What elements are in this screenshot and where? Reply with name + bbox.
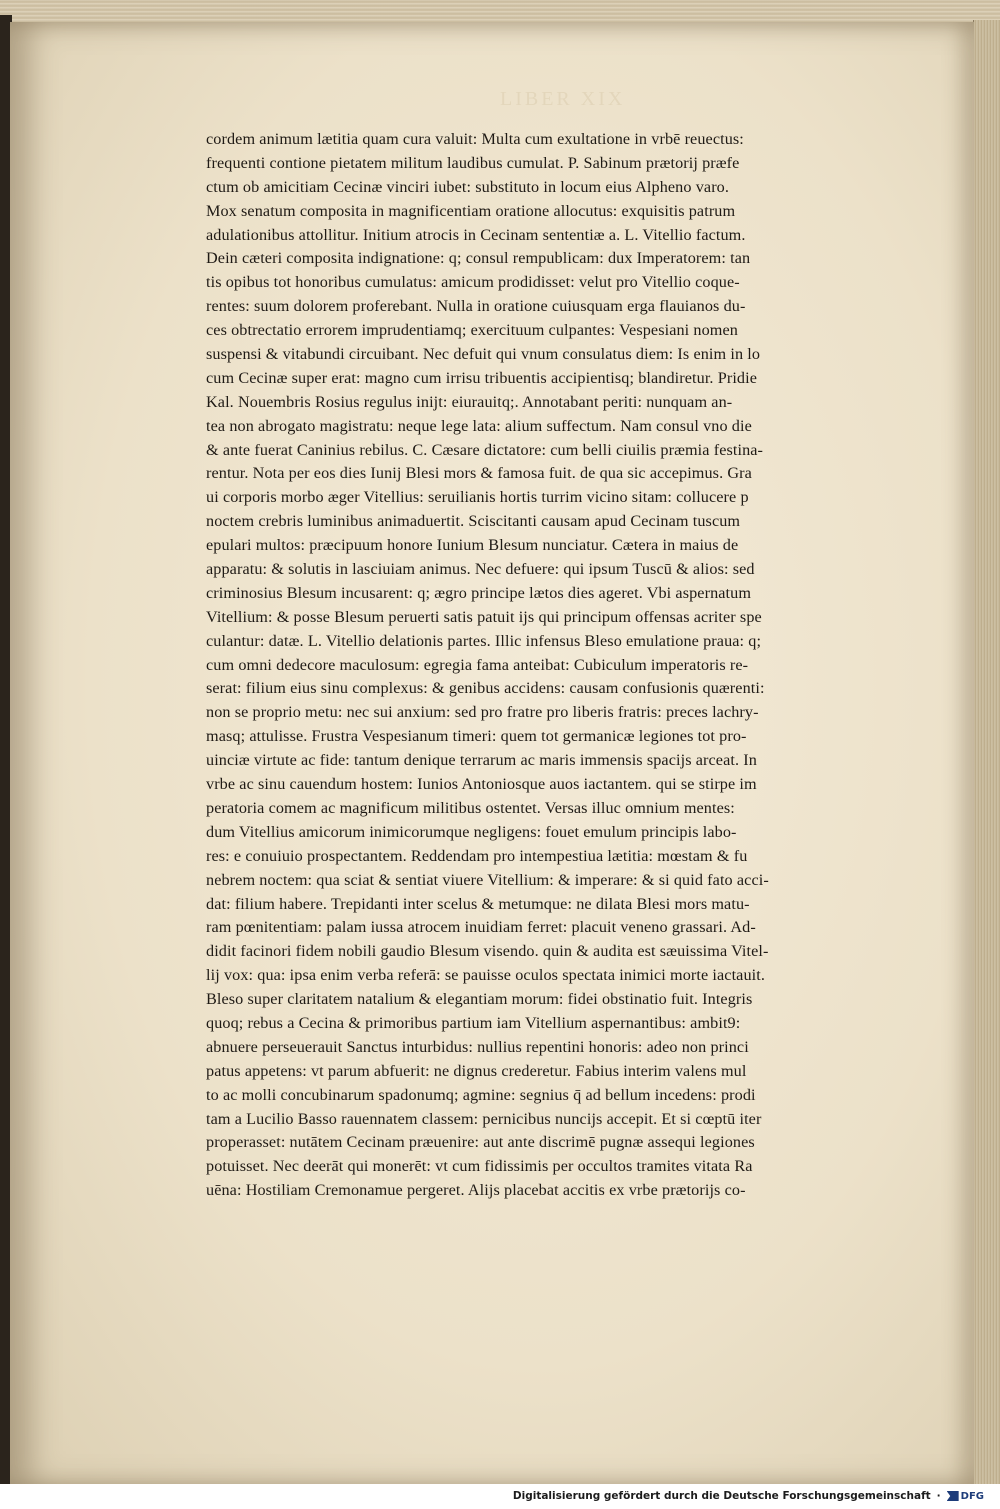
text-line: ram pœnitentiam: palam iussa atrocem inuidiam ferret: placuit veneno grassari. Ad- (206, 918, 756, 937)
text-line: uēna: Hostiliam Cremonamue pergeret. Alijs placebat accitis ex vrbe prætorijs co- (206, 1181, 746, 1200)
text-line: suspensi & vitabundi circuibant. Nec defuit qui vnum consulatus diem: Is enim in lo (206, 345, 761, 364)
text-line: res: e conuiuio prospectantem. Reddendam pro intempestiua lætitia: mœstam & fu (206, 846, 748, 865)
text-line: peratoria comem ac magnificum militibus ostentet. Versas illuc omnium mentes: (206, 798, 735, 817)
text-line: to ac molli concubinarum spadonumq; agmine: segnius q̄ ad bellum incedens: prodi (206, 1085, 756, 1104)
text-line: potuisset. Nec deerāt qui monerēt: vt cum fidissimis per occultos tramites vitata Ra (206, 1157, 753, 1176)
text-line: epulari multos: præcipuum honore Iunium Blesum nunciatur. Cætera in maius de (206, 536, 739, 555)
text-line: serat: filium eius sinu complexus: & genibus accidens: causam confusionis quærenti: (206, 679, 765, 698)
text-line: & ante fuerat Caninius rebilus. C. Cæsare dictatore: cum belli ciuilis præmia festina- (206, 440, 764, 459)
text-line: properasset: nutātem Cecinam præuenire: aut ante discrimē pugnæ assequi legiones (206, 1133, 755, 1152)
text-line: non se proprio metu: nec sui anxium: sed pro fratre pro liberis fratris: preces lachry- (206, 703, 759, 722)
text-line: frequenti contione pietatem militum laudibus cumulat. P. Sabinum prætorij præfe (206, 153, 740, 172)
text-line: masq; attulisse. Frustra Vespesianum timeri: quem tot germanicæ legiones tot pro- (206, 727, 747, 746)
text-line: tea non abrogato magistratu: neque lege lata: alium suffectum. Nam consul vno die (206, 416, 752, 435)
text-line: abnuere perseuerauit Sanctus inturbidus: nullius repentini honoris: adeo non princi (206, 1037, 749, 1056)
text-line: Bleso super claritatem natalium & elegantiam morum: fidei obstinatio fuit. Integris (206, 990, 753, 1009)
text-line: criminosius Blesum incusarent: q; ægro principe lætos dies ageret. Vbi aspernatum (206, 583, 752, 602)
text-line: vrbe ac sinu cauendum hostem: Iunios Antoniosque auos iactantem. qui se stirpe im (206, 775, 757, 794)
text-line: Dein cæteri composita indignatione: q; consul rempublicam: dux Imperatorem: tan (206, 249, 751, 268)
body-text (206, 128, 898, 1203)
text-line: quoq; rebus a Cecina & primoribus partium iam Vitellium aspernantibus: ambit9: (206, 1013, 741, 1032)
text-line: dum Vitellius amicorum inimicorumque negligens: fouet emulum principis labo- (206, 822, 737, 841)
text-line: cum omni dedecore maculosum: egregia fama anteibat: Cubiculum imperatoris re- (206, 655, 749, 674)
text-line: didit facinori fidem nobili gaudio Blesum visendo. quin & audita est sæuissima Vitel- (206, 942, 769, 961)
text-line: Kal. Nouembris Rosius regulus inijt: eiurauitq;. Annotabant periti: nunquam an- (206, 392, 733, 411)
funding-credit-text: Digitalisierung gefördert durch die Deutsche Forschungsgemeinschaft (512, 1490, 931, 1502)
text-line: ces obtrectatio errorem imprudentiamq; exercituum culpantes: Vespesiani nomen (206, 321, 738, 340)
text-line: rentur. Nota per eos dies Iunij Blesi mors & famosa fuit. de qua sic accepimus. Gra (206, 464, 752, 483)
text-line: tis opibus tot honoribus cumulatus: amicum prodidisset: velut pro Vitellio coque- (206, 273, 740, 292)
text-line: Vitellium: & posse Blesum peruerti satis patuit ijs qui principum offensas acriter spe (206, 607, 762, 626)
text-line: adulationibus attollitur. Initium atrocis in Cecinam sententiæ a. L. Vitellio factum. (206, 225, 746, 244)
text-line: rentes: suum dolorem proferebant. Nulla in oratione cuiusquam erga flauianos du- (206, 297, 746, 316)
text-line: lij vox: qua: ipsa enim verba referā: se pauisse oculos spectata inimici morte iactauit. (206, 966, 765, 985)
right-page-leaves (973, 20, 1000, 1485)
text-line: patus appetens: vt parum abfuerit: ne dignus crederetur. Fabius interim valens mul (206, 1061, 747, 1080)
text-line: noctem crebris luminibus animaduertit. Sciscitanti causam apud Cecinam tuscum (206, 512, 741, 531)
text-line: ui corporis morbo æger Vitellius: seruilianis hortis turrim vicino sitam: collucere p (206, 488, 749, 507)
text-line: tam a Lucilio Basso rauennatem classem: pernicibus nuncijs accepit. Et si cœptū iter (206, 1109, 762, 1128)
funding-credit: Digitalisierung gefördert durch die Deutsche Forschungsgemeinschaft · DFG (507, 1486, 990, 1506)
text-line: dat: filium habere. Trepidanti inter scelus & metumque: ne dilata Blesi mors matu- (206, 894, 750, 913)
text-line: ctum ob amicitiam Cecinæ vinciri iubet: substituto in locum eius Alpheno varo. (206, 177, 730, 196)
text-line: cum Cecinæ super erat: magno cum irrisu tribuentis accipientisq; blandiretur. Pridie (206, 368, 757, 387)
text-line: culantur: datæ. L. Vitellio delationis partes. Illic infensus Bleso emulatione praua: q; (206, 631, 762, 650)
running-head: LIBER XIX (500, 88, 626, 110)
dfg-logo-icon (947, 1491, 959, 1501)
dfg-logo (947, 1491, 984, 1502)
text-line: nebrem noctem: qua sciat & sentiat viuere Vitellium: & imperare: & si quid fato acci- (206, 870, 769, 889)
text-line: apparatu: & solutis in lasciuiam animus. Nec defuere: qui ipsum Tuscū & alios: sed (206, 560, 755, 579)
text-line: uinciæ virtute ac fide: tantum denique terrarum ac maris immensis spacijs arceat. In (206, 751, 757, 770)
text-line: cordem animum lætitia quam cura valuit: Multa cum exultatione in vrbē reuectus: (206, 130, 744, 148)
text-line: Mox senatum composita in magnificentiam oratione allocutus: exquisitis patrum (206, 201, 736, 220)
dfg-logo-text: DFG (960, 1490, 984, 1502)
